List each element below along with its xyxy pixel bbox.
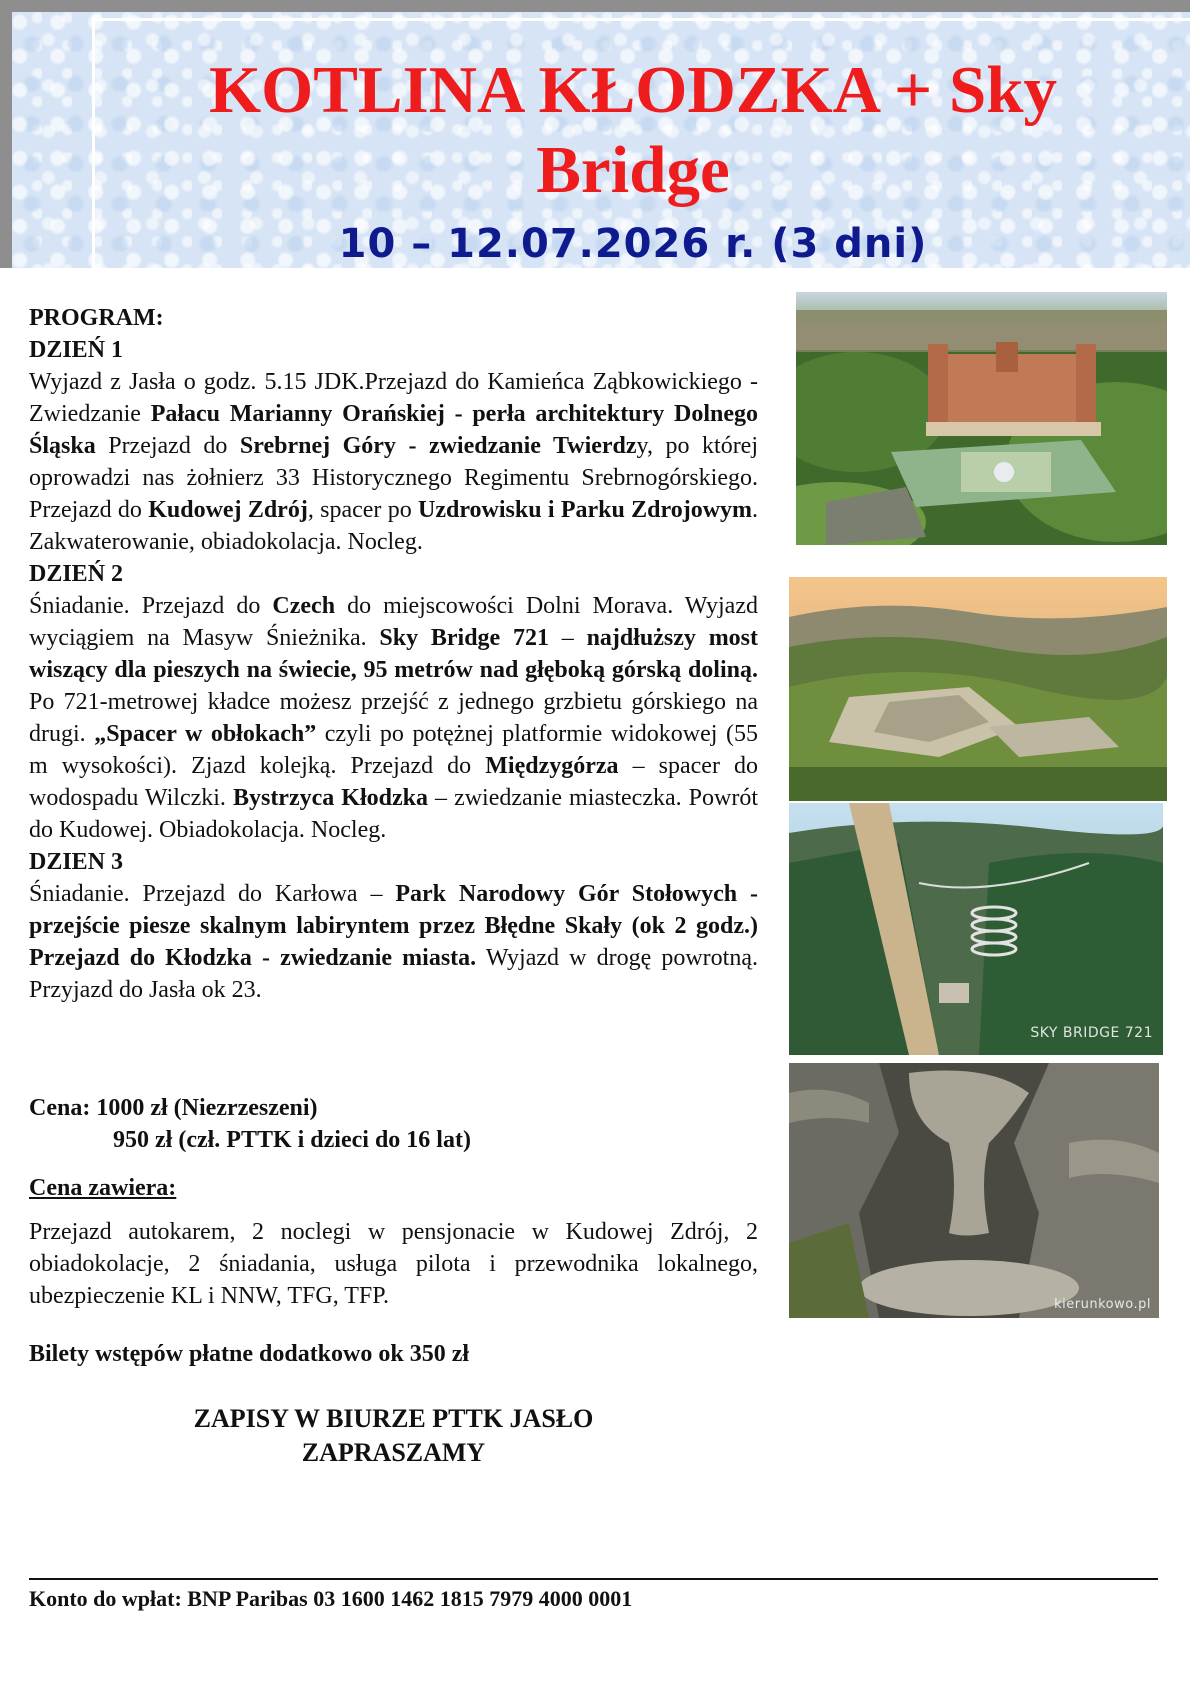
- day1-description: [29, 366, 758, 558]
- day2-description: [29, 590, 758, 846]
- day2-bold: Międzygórza: [485, 753, 619, 779]
- rocks-photo: [789, 1063, 1159, 1318]
- signup-block: [29, 1402, 758, 1470]
- includes-text: Przejazd autokarem, 2 noclegi w pensjonacie w Kudowej Zdrój, 2 obiadokolacje, 2 śniadania, usługa pilota i przewodnika lokalnego, ubezpieczenie KL i NNW, TFG, TFP.: [29, 1219, 758, 1309]
- price-line-2: 950 zł (czł. PTTK i dzieci do 16 lat): [113, 1127, 471, 1153]
- fortress-photo: [789, 577, 1167, 801]
- day1-text: Wyjazd z Jasła o godz. 5.15 JDK.Przejazd do Kamieńca Ząbkowickiego - Zwiedzanie: [29, 369, 758, 427]
- day1-bold: Pałacu Marianny Orańskiej - perła architektury Dolnego Śląska: [29, 401, 758, 459]
- day2-text: –: [548, 625, 587, 651]
- day1-bold: Srebrnej Góry - zwiedzanie Twierdz: [239, 433, 637, 459]
- day2-text: Śniadanie. Przejazd do: [29, 593, 273, 619]
- day3-heading: DZIEN 3: [29, 849, 124, 875]
- day2-text: czyli po potężnej platformie widokowej (55 m wysokości). Zjazd kolejką. Przejazd do: [29, 721, 758, 779]
- sky-bridge-watermark: SKY BRIDGE 721: [1030, 1025, 1153, 1041]
- day2-text: do miejscowości Dolni Morava. Wyjazd wyciągiem na Masyw Śnieżnika.: [29, 593, 758, 651]
- palace-illustration: [796, 292, 1167, 545]
- trip-dates: 10 – 12.07.2026 r. (3 dni): [338, 221, 928, 267]
- bank-account: Konto do wpłat: BNP Paribas 03 1600 1462 1815 7979 4000 0001: [29, 1586, 633, 1611]
- sky-bridge-illustration: [789, 803, 1163, 1055]
- includes-heading: Cena zawiera:: [29, 1175, 177, 1201]
- day1-text: y, po której oprowadzi nas żołnierz 33 Historycznego Regimentu Srebrnogórskiego. Przejazd do: [29, 433, 759, 523]
- day2-text: Po 721-metrowej kładce możesz przejść z jednego grzbietu górskiego na drugi.: [29, 689, 758, 747]
- tickets-note: Bilety wstępów płatne dodatkowo ok 350 zł: [29, 1341, 470, 1367]
- program-heading: PROGRAM:: [29, 305, 164, 331]
- signup-line-2: ZAPRASZAMY: [301, 1438, 486, 1467]
- day2-bold: najdłuższy most wiszący dla pieszych na świecie, 95 metrów nad głęboką górską doliną.: [29, 625, 759, 683]
- header-frame-top: [0, 0, 1190, 12]
- day2-bold: Sky Bridge 721: [379, 625, 549, 651]
- day3-text: Śniadanie. Przejazd do Karłowa –: [29, 881, 396, 907]
- header-frame-left: [0, 0, 12, 268]
- day1-text: . Zakwaterowanie, obiadokolacja. Nocleg.: [29, 497, 759, 555]
- day2-heading: DZIEŃ 2: [29, 561, 124, 587]
- price-line-1: Cena: 1000 zł (Niezrzeszeni): [29, 1095, 318, 1121]
- day3-bold: Park Narodowy Gór Stołowych - przejście piesze skalnym labiryntem przez Błędne Skały (ok 2 godz.) Przejazd do Kłodzka - zwiedzanie miasta.: [29, 881, 759, 971]
- day2-bold: Czech: [272, 593, 336, 619]
- program-section: [29, 302, 758, 1006]
- day1-bold: Kudowej Zdrój: [148, 497, 308, 523]
- price-section: [29, 1092, 758, 1156]
- signup-line-1: ZAPISY W BIURZE PTTK JASŁO: [193, 1404, 594, 1433]
- day1-heading: DZIEŃ 1: [29, 337, 124, 363]
- footer-divider: [29, 1578, 1158, 1580]
- day3-text: Wyjazd w drogę powrotną. Przyjazd do Jasła ok 23.: [29, 945, 758, 1003]
- sky-bridge-photo: [789, 803, 1163, 1055]
- day1-text: Przejazd do: [95, 433, 240, 459]
- title-line-2: Bridge: [536, 133, 730, 207]
- day1-bold: Uzdrowisku i Parku Zdrojowym: [418, 497, 753, 523]
- rocks-watermark: kierunkowo.pl: [1054, 1297, 1151, 1312]
- day2-text: – zwiedzanie miasteczka. Powrót do Kudowej. Obiadokolacja. Nocleg.: [29, 785, 759, 843]
- day2-bold: Bystrzyca Kłodzka: [232, 785, 428, 811]
- palace-photo: [796, 292, 1167, 545]
- fortress-illustration: [789, 577, 1167, 801]
- title-line-1: KOTLINA KŁODZKA + Sky: [208, 53, 1057, 127]
- day1-text: , spacer po: [307, 497, 418, 523]
- page-title: [88, 50, 1178, 210]
- day3-description: [29, 878, 758, 1006]
- day2-bold: „Spacer w obłokach”: [94, 721, 317, 747]
- rocks-illustration: [789, 1063, 1159, 1318]
- day2-text: – spacer do wodospadu Wilczki.: [29, 753, 758, 811]
